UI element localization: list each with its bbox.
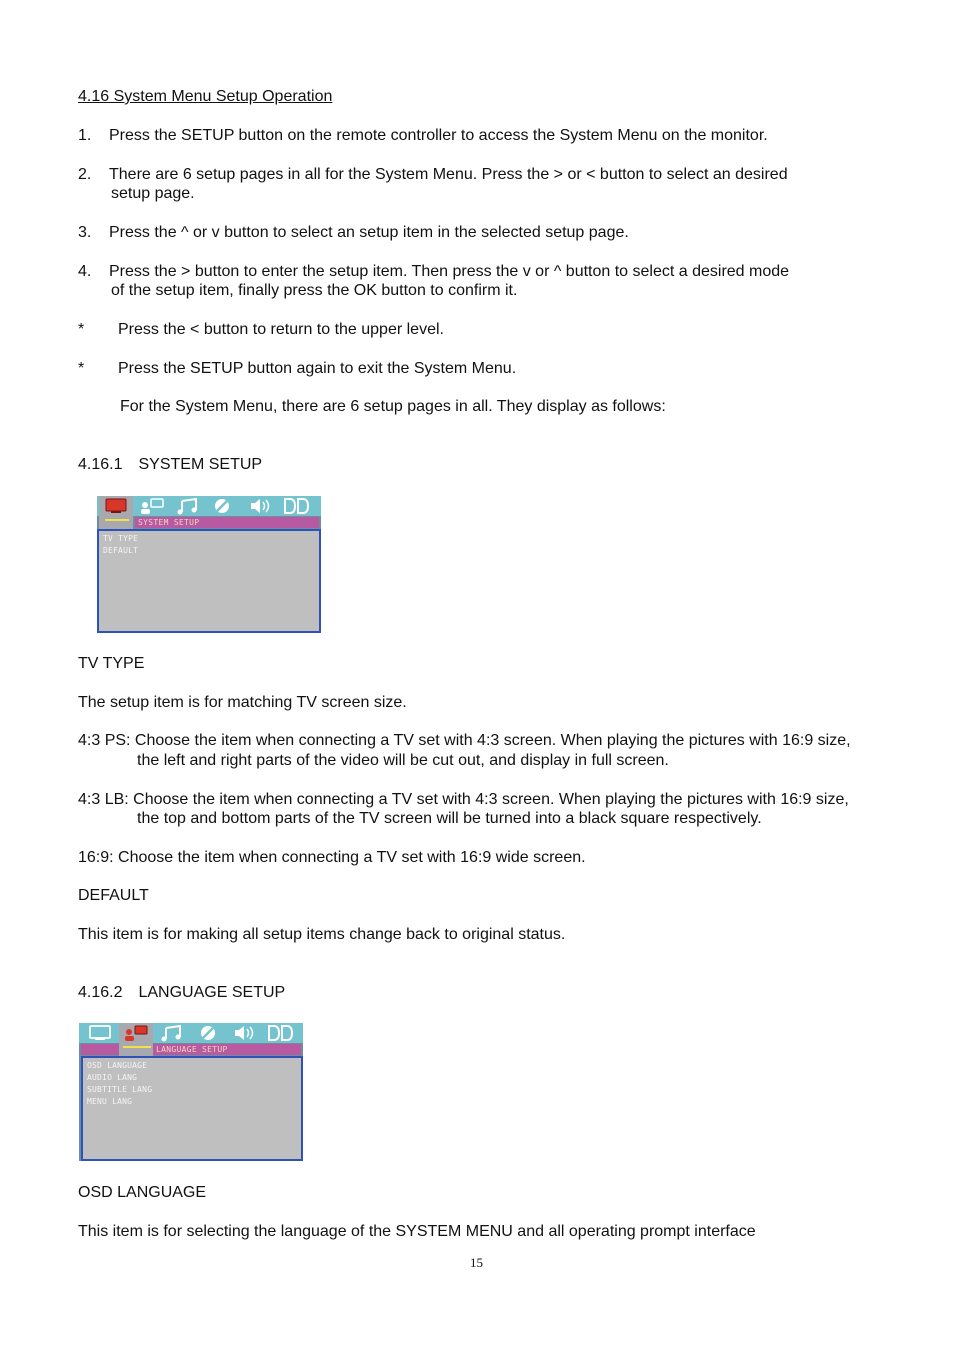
- note-2: [78, 359, 516, 378]
- step-number: 1.: [78, 127, 92, 144]
- tv-type-description: The setup item is for matching TV screen size.: [78, 694, 407, 711]
- page-number: 15: [470, 1255, 483, 1270]
- tab-audio: [155, 1023, 189, 1043]
- speaker-icon: [230, 1024, 258, 1042]
- option-43ps: 4:3 PS: Choose the item when connecting a TV set with 4:3 screen. When playing the pictures with 16:9 size,: [78, 732, 851, 749]
- tab-system: [99, 496, 133, 530]
- osd-item-osd-language: OSD LANGUAGE: [87, 1061, 148, 1070]
- tab-audio: [171, 496, 205, 516]
- tab-speaker: [243, 496, 277, 516]
- language-icon: [138, 497, 166, 515]
- default-heading: DEFAULT: [78, 887, 149, 904]
- default-description: This item is for making all setup items change back to original status.: [78, 926, 566, 943]
- osd-item-menu-lang: MENU LANG: [87, 1097, 133, 1106]
- intro-text: For the System Menu, there are 6 setup pages in all. They display as follows:: [120, 398, 666, 415]
- osd-item-panel: [81, 1056, 303, 1161]
- language-setup-osd-screenshot: [79, 1023, 303, 1161]
- tab-video: [191, 1023, 225, 1043]
- subsection-heading-system-setup: [78, 455, 262, 474]
- subsection-heading-language-setup: [78, 983, 285, 1002]
- tab-language: [135, 496, 169, 516]
- option-169: 16:9: Choose the item when connecting a TV set with 16:9 wide screen.: [78, 849, 586, 866]
- subsection-number: 4.16.1: [78, 456, 123, 473]
- osd-title-bar: [135, 517, 319, 528]
- tab-language: [119, 1023, 153, 1057]
- tv-icon: [86, 1024, 114, 1042]
- language-icon: [122, 1024, 150, 1042]
- active-tab-indicator: [123, 1046, 151, 1048]
- step-number: 4.: [78, 263, 92, 280]
- note-bullet: *: [78, 360, 85, 377]
- step-text: Press the > button to enter the setup item. Then press the v or ^ button to select a desired mode: [109, 263, 790, 280]
- osd-title-bar-left: [81, 1044, 119, 1055]
- note-text: Press the < button to return to the upper level.: [118, 321, 444, 338]
- step-number: 2.: [78, 166, 92, 183]
- step-text: Press the SETUP button on the remote controller to access the System Menu on the monitor.: [109, 127, 768, 144]
- note-text: Press the SETUP button again to exit the System Menu.: [118, 360, 517, 377]
- osd-item-subtitle-lang: SUBTITLE LANG: [87, 1085, 153, 1094]
- video-icon: [208, 497, 236, 515]
- step-2: [78, 165, 788, 184]
- subsection-title: LANGUAGE SETUP: [138, 984, 286, 1001]
- audio-note-icon: [174, 497, 202, 515]
- tab-video: [205, 496, 239, 516]
- tab-dolby: [279, 496, 313, 516]
- note-1: [78, 320, 444, 339]
- step-1: [78, 126, 768, 145]
- osd-language-description: This item is for selecting the language of the SYSTEM MENU and all operating prompt interface: [78, 1223, 756, 1240]
- step-text-continued: setup page.: [111, 185, 195, 202]
- tab-dolby: [263, 1023, 297, 1043]
- subsection-number: 4.16.2: [78, 984, 123, 1001]
- osd-item-tv-type: TV TYPE: [103, 534, 139, 543]
- osd-item-default: DEFAULT: [103, 546, 139, 555]
- video-icon: [194, 1024, 222, 1042]
- speaker-icon: [246, 497, 274, 515]
- osd-tab-bar: [97, 496, 321, 516]
- osd-title: SYSTEM SETUP: [138, 518, 200, 527]
- osd-title: LANGUAGE SETUP: [156, 1045, 228, 1054]
- osd-item-panel: [97, 529, 321, 633]
- note-bullet: *: [78, 321, 85, 338]
- step-text: Press the ^ or v button to select an setup item in the selected setup page.: [109, 224, 629, 241]
- audio-note-icon: [158, 1024, 186, 1042]
- dolby-icon: [282, 497, 312, 515]
- step-3: [78, 223, 629, 242]
- step-number: 3.: [78, 224, 92, 241]
- step-text: There are 6 setup pages in all for the System Menu. Press the > or < button to select an desired: [109, 166, 788, 183]
- tv-icon: [102, 497, 130, 515]
- osd-language-heading: OSD LANGUAGE: [78, 1184, 207, 1201]
- step-text-continued: of the setup item, finally press the OK button to confirm it.: [111, 282, 518, 299]
- section-heading: 4.16 System Menu Setup Operation: [78, 88, 333, 105]
- tv-type-heading: TV TYPE: [78, 655, 145, 672]
- option-43ps-continued: the left and right parts of the video will be cut out, and display in full screen.: [137, 752, 669, 769]
- osd-tab-bar: [79, 1023, 303, 1043]
- tab-system: [83, 1023, 117, 1043]
- subsection-title: SYSTEM SETUP: [138, 456, 263, 473]
- active-tab-indicator: [105, 519, 129, 521]
- option-43lb: 4:3 LB: Choose the item when connecting a TV set with 4:3 screen. When playing the pictures with 16:9 size,: [78, 791, 849, 808]
- osd-title-bar: [153, 1044, 301, 1055]
- option-43lb-continued: the top and bottom parts of the TV screen will be turned into a black square respectively.: [137, 810, 762, 827]
- tab-speaker: [227, 1023, 261, 1043]
- osd-item-audio-lang: AUDIO LANG: [87, 1073, 138, 1082]
- system-setup-osd-screenshot: [97, 496, 321, 633]
- step-4: [78, 262, 789, 281]
- dolby-icon: [266, 1024, 296, 1042]
